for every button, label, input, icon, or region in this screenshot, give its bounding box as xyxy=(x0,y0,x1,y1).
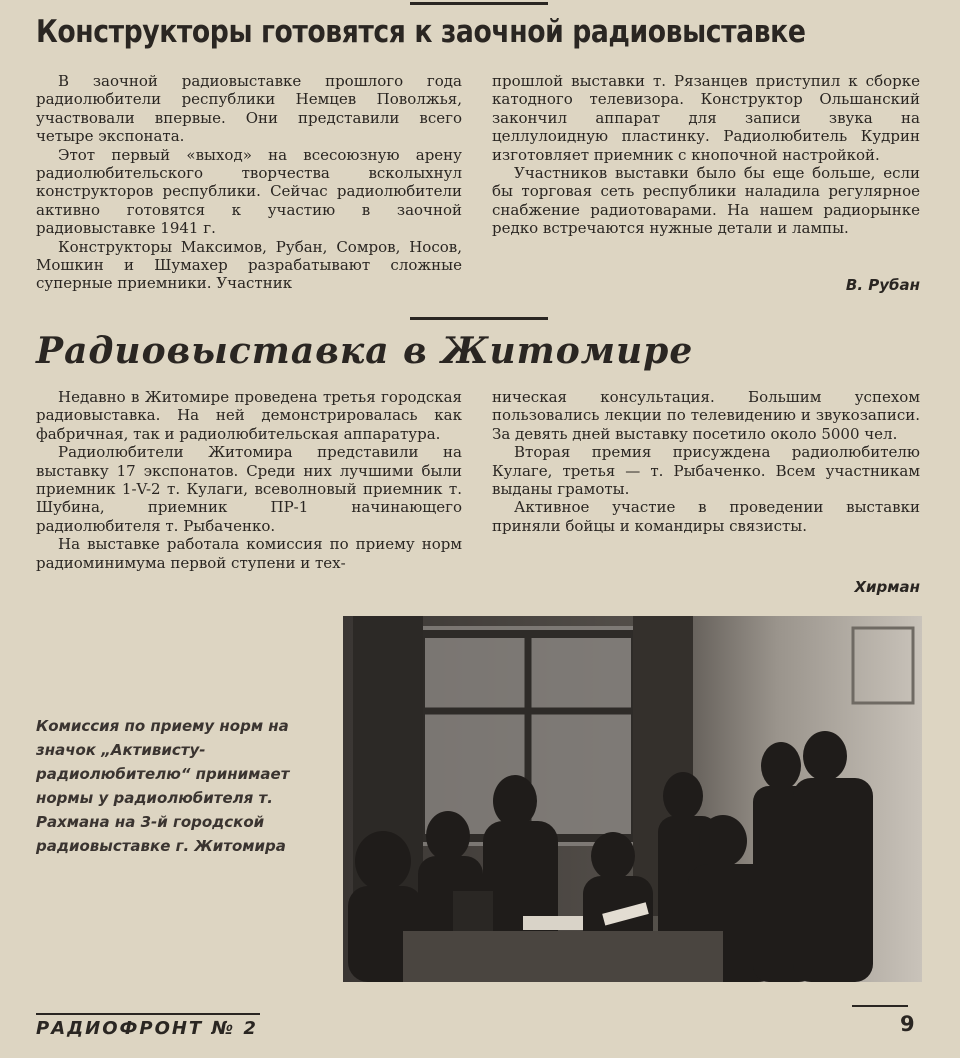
paragraph: Конструкторы Максимов, Рубан, Сомров, Носов, Мошкин и Шумахер разрабатывают сложные суперные приемники. Участник xyxy=(36,237,462,293)
paragraph: Активное участие в проведении выставки приняли бойцы и командиры связисты. xyxy=(492,498,920,535)
paragraph: Радиолюбители Житомира представили на выставку 17 экспонатов. Среди них лучшими были приемник 1-V-2 т. Кулаги, всеволновый приемник т. Шубина, приемник ПР-1 начинающего радиолюбителя т. Рыбаченко. xyxy=(36,443,462,535)
article-1-left-column xyxy=(36,72,462,293)
article-1-title: Конструкторы готовятся к заочной радиовыставке xyxy=(36,14,806,50)
article-2-signature: Хирман xyxy=(854,578,920,596)
article-2-right-column xyxy=(492,388,920,535)
paragraph: Участников выставки было бы еще больше, если бы торговая сеть республики наладила регулярное снабжение радиотоварами. На нашем радиорынке редко встречаются нужные детали и лампы. xyxy=(492,164,920,238)
footer-rule-left xyxy=(36,1013,260,1015)
article-1-signature: В. Рубан xyxy=(845,276,920,294)
paragraph: Недавно в Житомире проведена третья городская радиовыставка. На ней демонстрировалась как фабричная, так и радиолюбительская аппаратура. xyxy=(36,388,462,443)
paragraph: На выставке работала комиссия по приему норм радиоминимума первой ступени и тех- xyxy=(36,535,462,572)
exhibition-photo xyxy=(343,616,922,982)
article-1-right-column xyxy=(492,72,920,238)
paragraph: Вторая премия присуждена радиолюбителю Кулаге, третья — т. Рыбаченко. Всем участникам выданы грамоты. xyxy=(492,443,920,499)
paragraph: В заочной радиовыставке прошлого года радиолюбители республики Немцев Поволжья, участвовали впервые. Они представили всего четыре экспоната. xyxy=(36,72,462,146)
paragraph: Этот первый «выход» на всесоюзную арену радиолюбительского творчества всколыхнул конструкторов республики. Сейчас радиолюбители активно готовятся к участию в заочной радиовыставке 1941 г. xyxy=(36,145,462,238)
magazine-name: РАДИОФРОНТ № 2 xyxy=(36,1018,258,1039)
top-rule xyxy=(410,2,548,5)
page-number: 9 xyxy=(900,1012,915,1036)
section-rule xyxy=(410,317,548,320)
article-2-title: Радиовыставка в Житомире xyxy=(36,330,694,372)
paragraph: прошлой выставки т. Рязанцев приступил к сборке катодного телевизора. Конструктор Ольшанский закончил аппарат для записи звука на целлулоидную пластинку. Радиолюбитель Кудрин изготовляет приемник с кнопочной настройкой. xyxy=(492,72,920,164)
paragraph: ническая консультация. Большим успехом пользовались лекции по телевидению и звукозаписи. За девять дней выставку посетило около 5000 чел. xyxy=(492,388,920,443)
footer-rule-right xyxy=(852,1005,908,1007)
photo-caption: Комиссия по приему норм на значок „Активисту-радиолюбителю“ принимает нормы у радиолюбителя т. Рахмана на 3-й городской радиовыставке г. Житомира xyxy=(36,717,290,855)
article-2-left-column xyxy=(36,388,462,572)
